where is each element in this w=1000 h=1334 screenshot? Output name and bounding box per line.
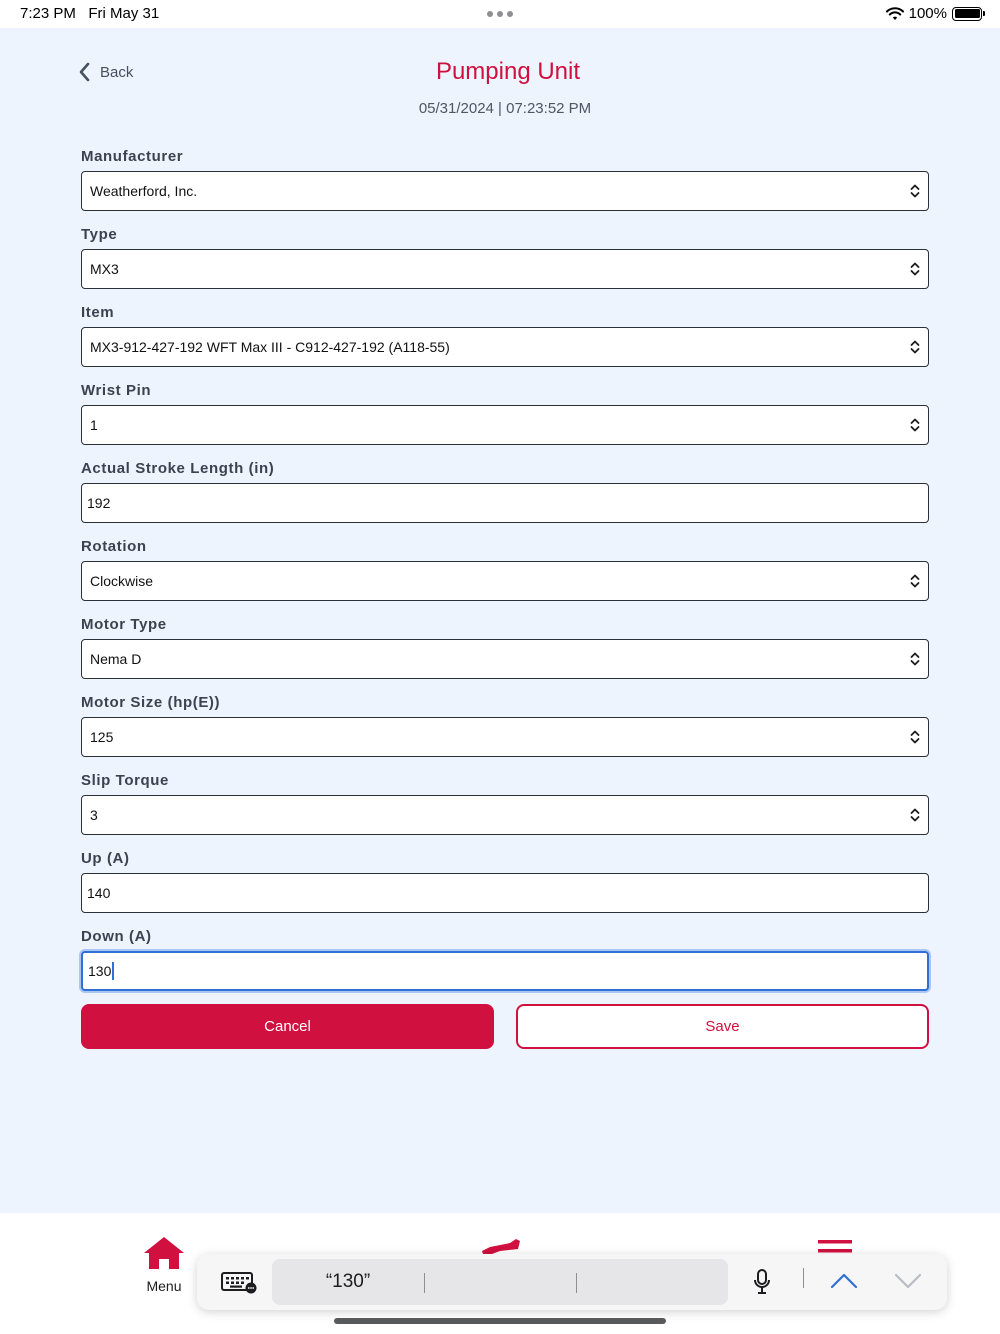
battery-percent: 100% xyxy=(908,5,947,22)
wifi-icon xyxy=(886,7,904,21)
slip-torque-select[interactable] xyxy=(81,795,929,835)
stroke-length-value: 192 xyxy=(87,495,111,511)
back-label: Back xyxy=(100,63,134,81)
manufacturer-value: Weatherford, Inc. xyxy=(90,183,198,199)
slip-torque-label: Slip Torque xyxy=(81,772,169,789)
status-bar xyxy=(0,0,1000,28)
item-field xyxy=(81,302,929,380)
rotation-select[interactable] xyxy=(81,561,929,601)
status-date: Fri May 31 xyxy=(88,5,160,22)
keyboard-shortcut-bar xyxy=(197,1254,947,1310)
stroke-length-field xyxy=(81,458,929,536)
rotation-field xyxy=(81,536,929,614)
keyboard-icon[interactable] xyxy=(221,1272,257,1294)
save-button[interactable]: Save xyxy=(516,1004,929,1049)
slip-torque-value: 3 xyxy=(90,807,98,823)
stroke-length-label: Actual Stroke Length (in) xyxy=(81,460,275,477)
rotation-label: Rotation xyxy=(81,538,147,555)
down-current-input[interactable] xyxy=(81,951,929,991)
motor-size-select[interactable] xyxy=(81,717,929,757)
select-arrows-icon xyxy=(910,417,920,433)
down-current-label: Down (A) xyxy=(81,928,152,945)
item-value: MX3-912-427-192 WFT Max III - C912-427-192 (A118-55) xyxy=(90,339,450,355)
wrist-pin-label: Wrist Pin xyxy=(81,382,152,399)
home-icon xyxy=(142,1235,186,1271)
tab-menu[interactable] xyxy=(138,1235,190,1294)
select-arrows-icon xyxy=(910,729,920,745)
select-arrows-icon xyxy=(910,339,920,355)
motor-size-label: Motor Size (hp(E)) xyxy=(81,694,221,711)
motor-size-value: 125 xyxy=(90,729,114,745)
battery-icon xyxy=(952,7,982,21)
status-clock: 7:23 PM xyxy=(20,5,76,22)
page-timestamp: 05/31/2024 | 07:23:52 PM xyxy=(418,100,592,117)
suggestion-divider xyxy=(424,1273,425,1293)
up-current-field xyxy=(81,848,929,926)
manufacturer-field xyxy=(81,146,929,224)
tab-menu-label: Menu xyxy=(146,1278,182,1294)
up-current-value: 140 xyxy=(87,885,111,901)
suggestion-item[interactable]: “130” xyxy=(325,1271,371,1292)
down-current-value: 130 xyxy=(88,963,112,979)
motor-size-field xyxy=(81,692,929,770)
motor-type-select[interactable] xyxy=(81,639,929,679)
wrist-pin-field xyxy=(81,380,929,458)
cancel-button[interactable]: Cancel xyxy=(81,1004,494,1049)
select-arrows-icon xyxy=(910,261,920,277)
chevron-down-icon[interactable] xyxy=(893,1272,923,1290)
chevron-up-icon[interactable] xyxy=(829,1272,859,1290)
select-arrows-icon xyxy=(910,183,920,199)
multitasking-dots-icon[interactable] xyxy=(487,11,513,17)
rotation-value: Clockwise xyxy=(90,573,154,589)
pumping-unit-form xyxy=(81,146,929,1004)
up-current-input[interactable] xyxy=(81,873,929,913)
item-label: Item xyxy=(81,304,115,321)
suggestion-divider xyxy=(576,1273,577,1293)
down-current-field xyxy=(81,926,929,1004)
wrist-pin-select[interactable] xyxy=(81,405,929,445)
motor-type-field xyxy=(81,614,929,692)
microphone-icon[interactable] xyxy=(753,1269,771,1295)
manufacturer-label: Manufacturer xyxy=(81,148,184,165)
item-select[interactable] xyxy=(81,327,929,367)
up-current-label: Up (A) xyxy=(81,850,130,867)
motor-type-value: Nema D xyxy=(90,651,142,667)
type-label: Type xyxy=(81,226,118,243)
select-arrows-icon xyxy=(910,651,920,667)
toolbar-divider xyxy=(803,1268,804,1288)
type-value: MX3 xyxy=(90,261,119,277)
select-arrows-icon xyxy=(910,573,920,589)
manufacturer-select[interactable] xyxy=(81,171,929,211)
status-time xyxy=(20,5,159,22)
slip-torque-field xyxy=(81,770,929,848)
predictive-text-bar xyxy=(272,1259,728,1305)
home-indicator[interactable] xyxy=(334,1318,666,1324)
wrist-pin-value: 1 xyxy=(90,417,98,433)
status-indicators xyxy=(886,5,982,22)
motor-type-label: Motor Type xyxy=(81,616,167,633)
text-caret xyxy=(112,962,114,980)
stroke-length-input[interactable] xyxy=(81,483,929,523)
type-field xyxy=(81,224,929,302)
type-select[interactable] xyxy=(81,249,929,289)
page-title: Pumping Unit xyxy=(435,58,581,85)
select-arrows-icon xyxy=(910,807,920,823)
